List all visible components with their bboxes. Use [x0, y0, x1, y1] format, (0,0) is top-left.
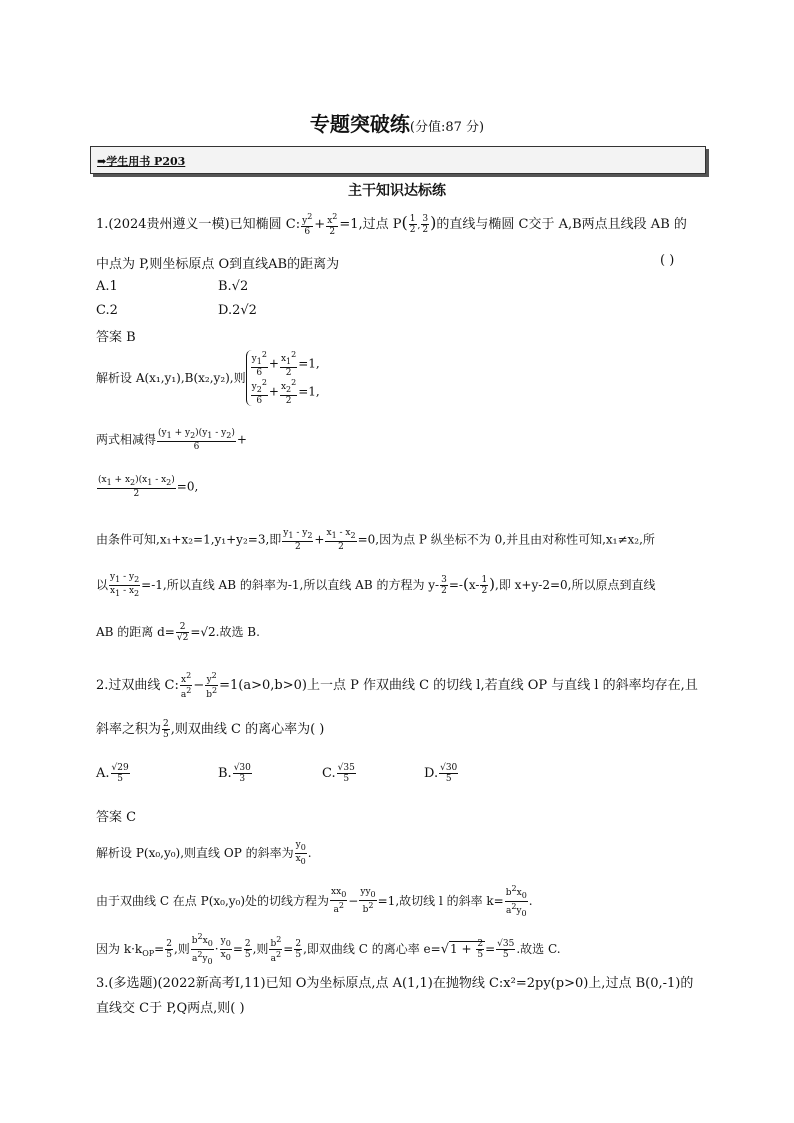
q2-option-a: A. $\frac{√29}{5}$	[96, 763, 129, 784]
q1-option-b: B.√2	[218, 279, 249, 294]
q3-stem-line1: 3.(多选题)(2022新高考Ⅰ,11)已知 O为坐标原点,点 A(1,1)在抛物线 C:x²=2py(p>0)上,过点 B(0,-1)的	[96, 976, 694, 991]
banner-label[interactable]: ➡学生用书 P203	[97, 155, 186, 168]
q2-stem-line1: 2.过双曲线 C: $\frac{x^2}{a^2}$ − $\frac{y^2}{b^2}$ =1(a>0,b>0)上一点 P 作双曲线 C 的切线 l,若直线 OP 与直线 l 的斜率均存在,且	[96, 671, 698, 700]
q1-stem-line2: 中点为 P,则坐标原点 O到直线AB的距离为	[96, 257, 340, 272]
q1-solution-line1: 解析设 A(x₁,y₁),B(x₂,y₂),则 $\frac{y_1^2}{6}$ + $\frac{x_1^2}{2}$ =1, $\frac{y_2^2}{6}$ + $\frac{x_2^2}{2}$ =1,	[96, 350, 320, 406]
q2-option-d: D. $\frac{√30}{5}$	[424, 763, 458, 784]
q1-stem-line1: 1.(2024贵州遵义一模)已知椭圆 C: $\frac{y^2}{6}$ + $\frac{x^2}{2}$ =1,过点 P( $\frac{1}{2}$ , $\frac{3}{2}$ )的直线与椭圆 C交于 A,B两点且线段 AB 的	[96, 212, 687, 237]
q2-stem-line2: 斜率之积为 $\frac{2}{5}$ ,则双曲线 C 的离心率为( )	[96, 719, 325, 740]
student-book-banner	[90, 146, 706, 174]
q1-solution-line6: AB 的距离 d= $\frac{2}{√2}$ =√2.故选 B.	[96, 622, 260, 643]
q1-answer-paren: ( )	[660, 253, 675, 268]
q2-option-c: C. $\frac{√35}{5}$	[322, 763, 355, 784]
q2-answer: 答案 C	[96, 810, 137, 825]
q1-answer: 答案 B	[96, 330, 136, 345]
q1-solution-line4: 由条件可知,x₁+x₂=1,y₁+y₂=3,即 $\frac{y_1 - y_2}{2}$ + $\frac{x_1 - x_2}{2}$ =0,因为点 P 纵坐标不为 0,并且由对称性可知,x₁≠x₂,所	[96, 528, 655, 552]
q1-solution-line2: 两式相减得 $\frac{(y_1 + y_2)(y_1 - y_2)}{6}$ +	[96, 428, 247, 452]
q1-solution-line5: 以 $\frac{y_1 - y_2}{x_1 - x_2}$ =-1,所以直线 AB 的斜率为-1,所以直线 AB 的方程为 y- $\frac{3}{2}$ =-(x- $\frac{1}{2}$ ),即 x+y-2=0,所以原点到直线	[96, 572, 656, 598]
q2-solution-line3: 因为 $k\cdot k_{OP}=$ $\frac{2}{5}$ ,则 $\frac{b^2x_0}{a^2y_0}$ · $\frac{y_0}{x_0}$ = $\frac{2}{5}$ ,则 $\frac{b^2}{a^2}$ = $\frac{2}{5}$ ,即双曲线 C 的离心率 e=√1 + $\frac{2}{5}$ = $\frac{√35}{5}$ .故选 C.	[96, 932, 561, 966]
title-main: 专题突破练	[309, 112, 410, 136]
title-score: (分值:87 分)	[409, 120, 485, 135]
page-title	[0, 108, 794, 137]
q1-option-a: A.1	[96, 279, 118, 294]
q2-option-b: B. $\frac{√30}{3}$	[218, 763, 251, 784]
q1-option-d: D.2√2	[218, 303, 257, 318]
q1-solution-line3: $\frac{(x_1 + x_2)(x_1 - x_2)}{2}$ =0,	[98, 475, 199, 499]
q1-option-c: C.2	[96, 303, 118, 318]
q2-solution-line2: 由于双曲线 C 在点 P(x₀,y₀)处的切线方程为 $\frac{xx_0}{a^2}$ − $\frac{yy_0}{b^2}$ =1,故切线 l 的斜率 k= $\frac{b^2x_0}{a^2y_0}$ .	[96, 884, 533, 918]
q3-stem-line2: 直线交 C于 P,Q两点,则( )	[96, 1001, 245, 1016]
q2-solution-line1: 解析设 P(x₀,y₀),则直线 OP 的斜率为 $\frac{y_0}{x_0}$ .	[96, 840, 312, 866]
section-heading: 主干知识达标练	[348, 183, 446, 199]
